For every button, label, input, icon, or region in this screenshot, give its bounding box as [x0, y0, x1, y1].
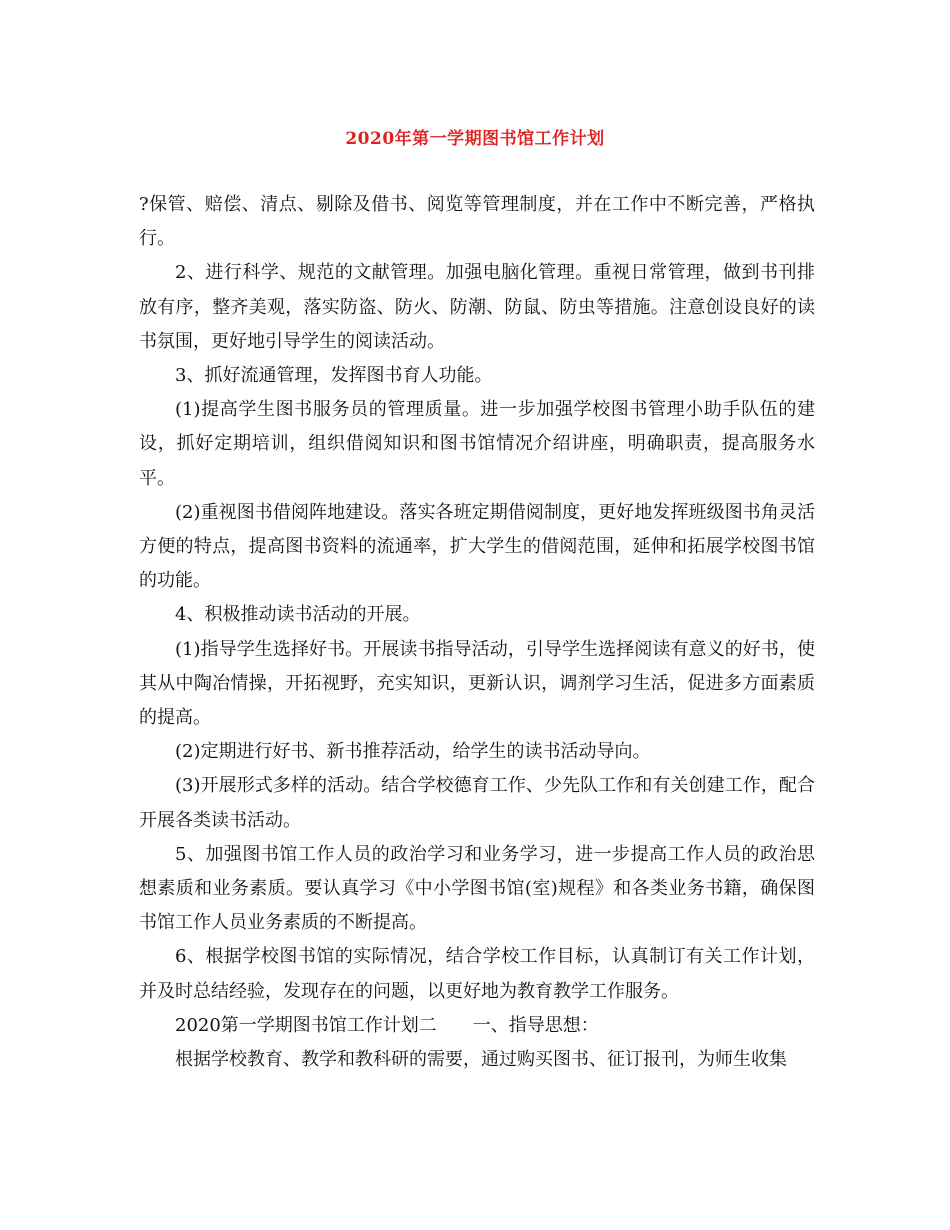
paragraph: (3)开展形式多样的活动。结合学校德育工作、少先队工作和有关创建工作，配合开展各类读书活动。	[139, 775, 815, 831]
paragraph: (2)定期进行好书、新书推荐活动，给学生的读书活动导向。	[175, 741, 651, 763]
paragraph: 2、进行科学、规范的文献管理。加强电脑化管理。重视日常管理，做到书刊排放有序，整齐美观，落实防盗、防火、防潮、防鼠、防虫等措施。注意创设良好的读书氛围，更好地引导学生的阅读活动。	[139, 262, 815, 352]
document-body	[139, 188, 815, 1077]
paragraph: ?保管、赔偿、清点、剔除及借书、阅览等管理制度，并在工作中不断完善，严格执行。	[139, 194, 815, 250]
paragraph: 2020第一学期图书馆工作计划二 一、指导思想：	[175, 1014, 599, 1036]
paragraph: 6、根据学校图书馆的实际情况，结合学校工作目标，认真制订有关工作计划，并及时总结经验，发现存在的问题，以更好地为教育教学工作服务。	[139, 946, 815, 1002]
paragraph: (2)重视图书借阅阵地建设。落实各班定期借阅制度，更好地发挥班级图书角灵活方便的特点，提高图书资料的流通率，扩大学生的借阅范围，延伸和拓展学校图书馆的功能。	[139, 501, 815, 592]
paragraph: 根据学校教育、教学和教科研的需要，通过购买图书、征订报刊，为师生收集	[175, 1049, 787, 1071]
paragraph: 4、积极推动读书活动的开展。	[175, 604, 421, 626]
paragraph: 3、抓好流通管理，发挥图书育人功能。	[175, 365, 493, 387]
paragraph: 5、加强图书馆工作人员的政治学习和业务学习，进一步提高工作人员的政治思想素质和业务素质。要认真学习《中小学图书馆(室)规程》和各类业务书籍，确保图书馆工作人员业务素质的不断提高。	[139, 843, 815, 934]
document-title: 2020年第一学期图书馆工作计划	[345, 129, 605, 149]
paragraph: (1)指导学生选择好书。开展读书指导活动，引导学生选择阅读有意义的好书，使其从中陶冶情操，开拓视野，充实知识，更新认识，调剂学习生活，促进多方面素质的提高。	[139, 638, 815, 729]
paragraph: (1)提高学生图书服务员的管理质量。进一步加强学校图书管理小助手队伍的建设，抓好定期培训，组织借阅知识和图书馆情况介绍讲座，明确职责，提高服务水平。	[139, 399, 815, 489]
